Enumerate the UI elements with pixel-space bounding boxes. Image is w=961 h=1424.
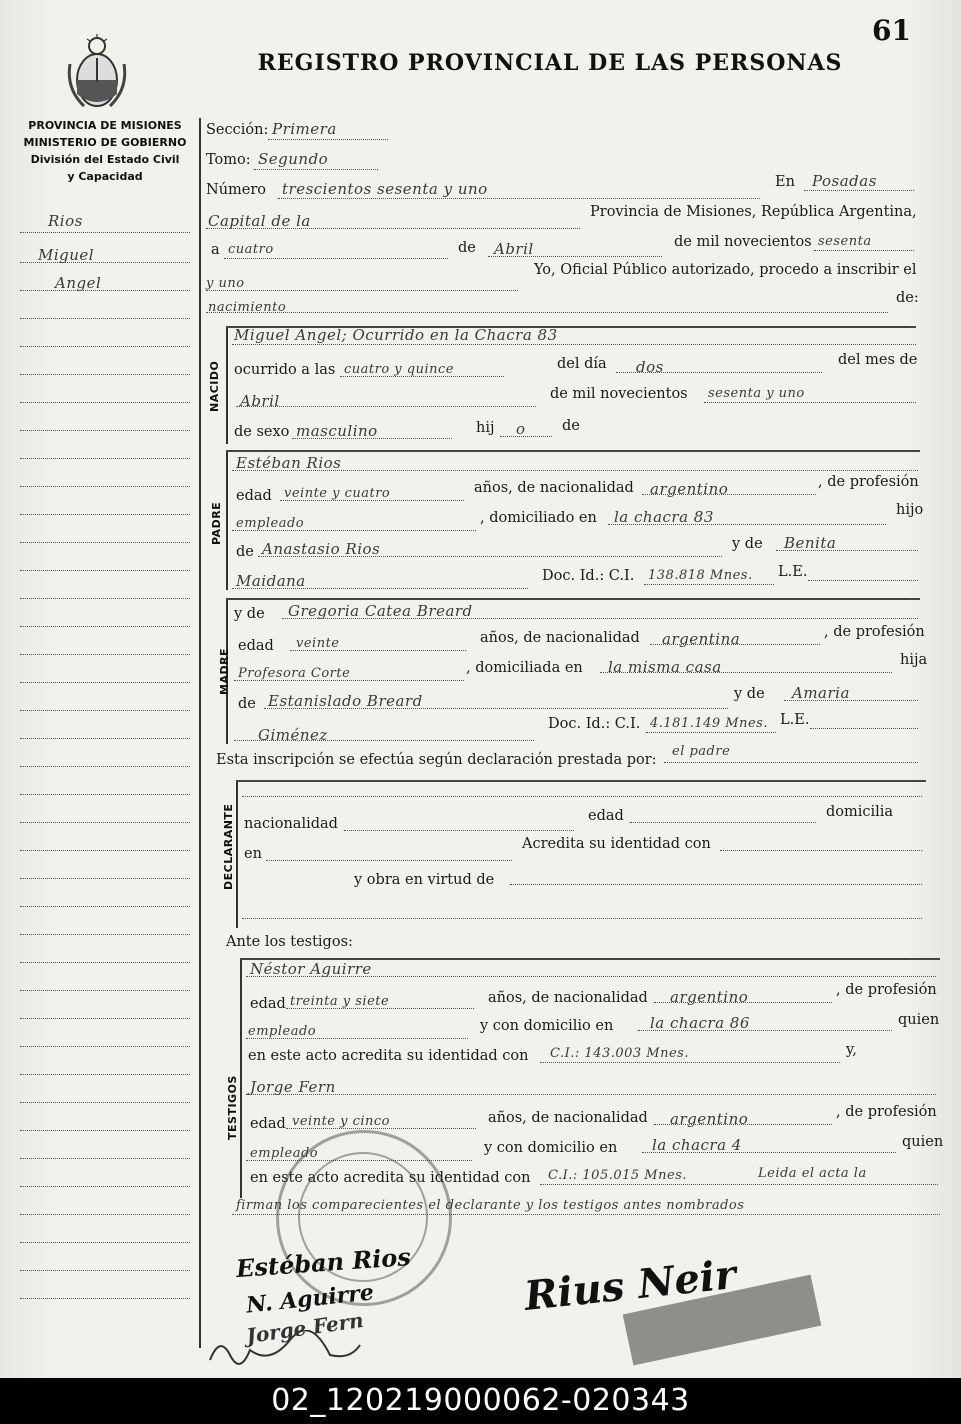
seccion-value: Primera <box>272 120 337 138</box>
madre-de-label: de <box>238 696 256 712</box>
tomo-label: Tomo: <box>206 152 251 168</box>
nacido-nombre-value: Miguel Angel; Ocurrido en la Chacra 83 <box>234 326 558 344</box>
cierre-value: firman los comparecientes el declarante y los testigos antes nombrados <box>236 1198 745 1213</box>
padre-section-label: PADRE <box>210 501 223 545</box>
division-label: División del Estado Civil <box>30 153 180 166</box>
padre-hijo-label: hijo <box>896 502 924 518</box>
madre-nacionalidad-label: años, de nacionalidad <box>480 630 640 646</box>
del-dia-label: del día <box>557 356 607 372</box>
testigo1-y-label: y, <box>846 1042 857 1058</box>
testigo2-acredita-label: en este acto acredita su identidad con <box>250 1170 531 1186</box>
padre-padre-value: Anastasio Rios <box>262 540 381 558</box>
padre-de-label: de <box>236 544 254 560</box>
signature-padre: Estéban Rios <box>235 1241 412 1284</box>
testigo2-domicilio-value: la chacra 4 <box>652 1136 742 1154</box>
declaracion-value: el padre <box>672 744 731 759</box>
de-label: de <box>458 240 476 256</box>
testigo2-edad-label: edad <box>250 1116 286 1132</box>
declarante-bracket <box>236 780 238 928</box>
scan-filename: 02_120219000062-020343 <box>0 1378 961 1424</box>
ministry-label: MINISTERIO DE GOBIERNO <box>23 136 187 149</box>
testigo2-nacionalidad-value: argentino <box>670 1110 749 1128</box>
anio-value-1: sesenta <box>818 234 872 249</box>
testigo2-profesion-label: , de profesión <box>836 1104 937 1120</box>
padre-nombre-value: Estéban Rios <box>236 454 342 472</box>
declarante-edad-label: edad <box>588 808 624 824</box>
dia-value: cuatro <box>228 242 274 257</box>
acto-value: nacimiento <box>208 300 287 315</box>
testigo1-nacionalidad-label: años, de nacionalidad <box>488 990 648 1006</box>
testigo1-edad-value: treinta y siete <box>290 994 390 1009</box>
padre-edad-value: veinte y cuatro <box>284 486 391 501</box>
madre-profesion-value: Profesora Corte <box>238 666 351 681</box>
madre-le-label: L.E. <box>780 712 810 728</box>
testigo1-domicilio-label: y con domicilio en <box>480 1018 614 1034</box>
padre-y-de-label: y de <box>732 536 763 552</box>
testigo1-acredita-label: en este acto acredita su identidad con <box>248 1048 529 1064</box>
left-margin-border <box>199 118 201 1348</box>
document-title: REGISTRO PROVINCIAL DE LAS PERSONAS <box>257 50 843 76</box>
sexo-value: masculino <box>296 422 378 440</box>
testigo2-edad-value: veinte y cinco <box>292 1114 391 1129</box>
madre-edad-label: edad <box>238 638 274 654</box>
nacido-dia-value: dos <box>636 358 664 376</box>
numero-value: trescientos sesenta y uno <box>282 180 488 198</box>
madre-y-de-label-2: y de <box>734 686 765 702</box>
testigo2-nacionalidad-label: años, de nacionalidad <box>488 1110 648 1126</box>
nacido-de-label: de <box>562 418 580 434</box>
padre-doc-label: Doc. Id.: C.I. <box>542 568 635 584</box>
hora-value: cuatro y quince <box>344 362 454 377</box>
testigos-bracket <box>240 958 242 1198</box>
madre-profesion-label: , de profesión <box>824 624 925 640</box>
declarante-section-label: DECLARANTE <box>222 803 235 890</box>
margin-note-secondname: Angel <box>55 274 102 292</box>
nacido-anio-value: sesenta y uno <box>708 386 805 401</box>
nacido-section-label: NACIDO <box>208 360 221 412</box>
madre-y-de-label: y de <box>234 606 265 622</box>
padre-nacionalidad-value: argentino <box>650 480 729 498</box>
testigo2-profesion-value: empleado <box>250 1146 319 1161</box>
province-label: PROVINCIA DE MISIONES <box>28 119 182 132</box>
leida-value: Leida el acta la <box>758 1166 867 1181</box>
nacido-mes-value: Abril <box>240 392 280 410</box>
sexo-label: de sexo <box>234 424 290 440</box>
hij-label: hij <box>476 420 495 436</box>
madre-nacionalidad-value: argentina <box>662 630 741 648</box>
padre-bracket <box>226 450 228 590</box>
left-header <box>10 117 200 185</box>
ante-testigos-label: Ante los testigos: <box>226 934 353 950</box>
padre-madre-value-2: Maidana <box>236 572 306 590</box>
declarante-acredita-label: Acredita su identidad con <box>522 836 711 852</box>
madre-doc-value: 4.181.149 Mnes. <box>650 716 768 731</box>
testigo1-quien-label: quien <box>898 1012 940 1028</box>
seccion-label: Sección: <box>206 122 269 138</box>
madre-domicilio-label: , domiciliada en <box>466 660 583 676</box>
nacido-mil-label: de mil novecientos <box>550 386 688 402</box>
padre-doc-value: 138.818 Mnes. <box>648 568 753 583</box>
testigo1-profesion-value: empleado <box>248 1024 317 1039</box>
nacido-bracket <box>226 326 228 444</box>
ocurrido-label: ocurrido a las <box>234 362 336 378</box>
de-colon-label: de: <box>896 290 919 306</box>
signature-oficial: Rius Neir <box>522 1251 739 1320</box>
padre-domicilio-value: la chacra 83 <box>614 508 714 526</box>
madre-hija-label: hija <box>900 652 928 668</box>
testigo2-domicilio-label: y con domicilio en <box>484 1140 618 1156</box>
coat-of-arms-icon <box>66 34 128 112</box>
numero-label: Número <box>206 182 267 198</box>
hij-value: o <box>516 420 526 438</box>
testigo1-profesion-label: , de profesión <box>836 982 937 998</box>
testigo1-domicilio-value: la chacra 86 <box>650 1014 750 1032</box>
margin-note-surname: Rios <box>48 212 83 230</box>
signature-testigo-1: N. Aguirre <box>244 1279 376 1319</box>
testigo1-ci-value: C.I.: 143.003 Mnes. <box>550 1046 689 1061</box>
padre-edad-label: edad <box>236 488 272 504</box>
en-value: Posadas <box>812 172 877 190</box>
declaracion-text: Esta inscripción se efectúa según declaración prestada por: <box>216 752 657 768</box>
padre-profesion-value: empleado <box>236 516 305 531</box>
madre-domicilio-value: la misma casa <box>608 658 722 676</box>
declarante-obra-label: y obra en virtud de <box>354 872 495 888</box>
testigo1-nombre-value: Néstor Aguirre <box>250 960 372 978</box>
madre-nombre-value: Gregoria Catea Breard <box>288 602 473 620</box>
margin-note-firstname: Miguel <box>38 246 95 264</box>
testigos-section-label: TESTIGOS <box>226 1075 239 1140</box>
madre-edad-value: veinte <box>296 636 340 651</box>
padre-profesion-label: , de profesión <box>818 474 919 490</box>
padre-le-label: L.E. <box>778 564 808 580</box>
signature-scribble-icon <box>200 1330 370 1370</box>
a-label: a <box>211 242 220 258</box>
page-number: 61 <box>872 14 911 47</box>
del-mes-label: del mes de <box>838 352 918 368</box>
testigo1-nacionalidad-value: argentino <box>670 988 749 1006</box>
declarante-domicilia-label: domicilia <box>826 804 894 820</box>
padre-domicilio-label: , domiciliado en <box>480 510 597 526</box>
capacity-label: y Capacidad <box>67 170 143 183</box>
mes-value: Abril <box>494 240 534 258</box>
tomo-value: Segundo <box>258 150 329 168</box>
madre-doc-label: Doc. Id.: C.I. <box>548 716 641 732</box>
madre-madre-value: Amaria <box>792 684 850 702</box>
testigo2-ci-value: C.I.: 105.015 Mnes. <box>548 1168 687 1183</box>
testigo2-quien-label: quien <box>902 1134 944 1150</box>
anio-value-2: y uno <box>206 276 245 291</box>
madre-padre-value: Estanislado Breard <box>268 692 423 710</box>
madre-section-label: MADRE <box>218 647 231 695</box>
padre-nacionalidad-label: años, de nacionalidad <box>474 480 634 496</box>
provincia-text: Provincia de Misiones, República Argentina, <box>590 204 917 220</box>
en-label: En <box>775 174 795 190</box>
testigo1-edad-label: edad <box>250 996 286 1012</box>
declarante-nacionalidad-label: nacionalidad <box>244 816 338 832</box>
madre-madre-value-2: Giménez <box>258 726 328 744</box>
signature-testigo-2: Jorge Fern <box>244 1307 366 1349</box>
padre-madre-value: Benita <box>784 534 837 552</box>
capital-value: Capital de la <box>208 212 311 230</box>
mil-label: de mil novecientos <box>674 234 812 250</box>
oficial-text: Yo, Oficial Público autorizado, procedo a inscribir el <box>534 262 917 278</box>
testigo2-nombre-value: Jorge Fern <box>250 1078 336 1096</box>
declarante-en-label: en <box>244 846 262 862</box>
